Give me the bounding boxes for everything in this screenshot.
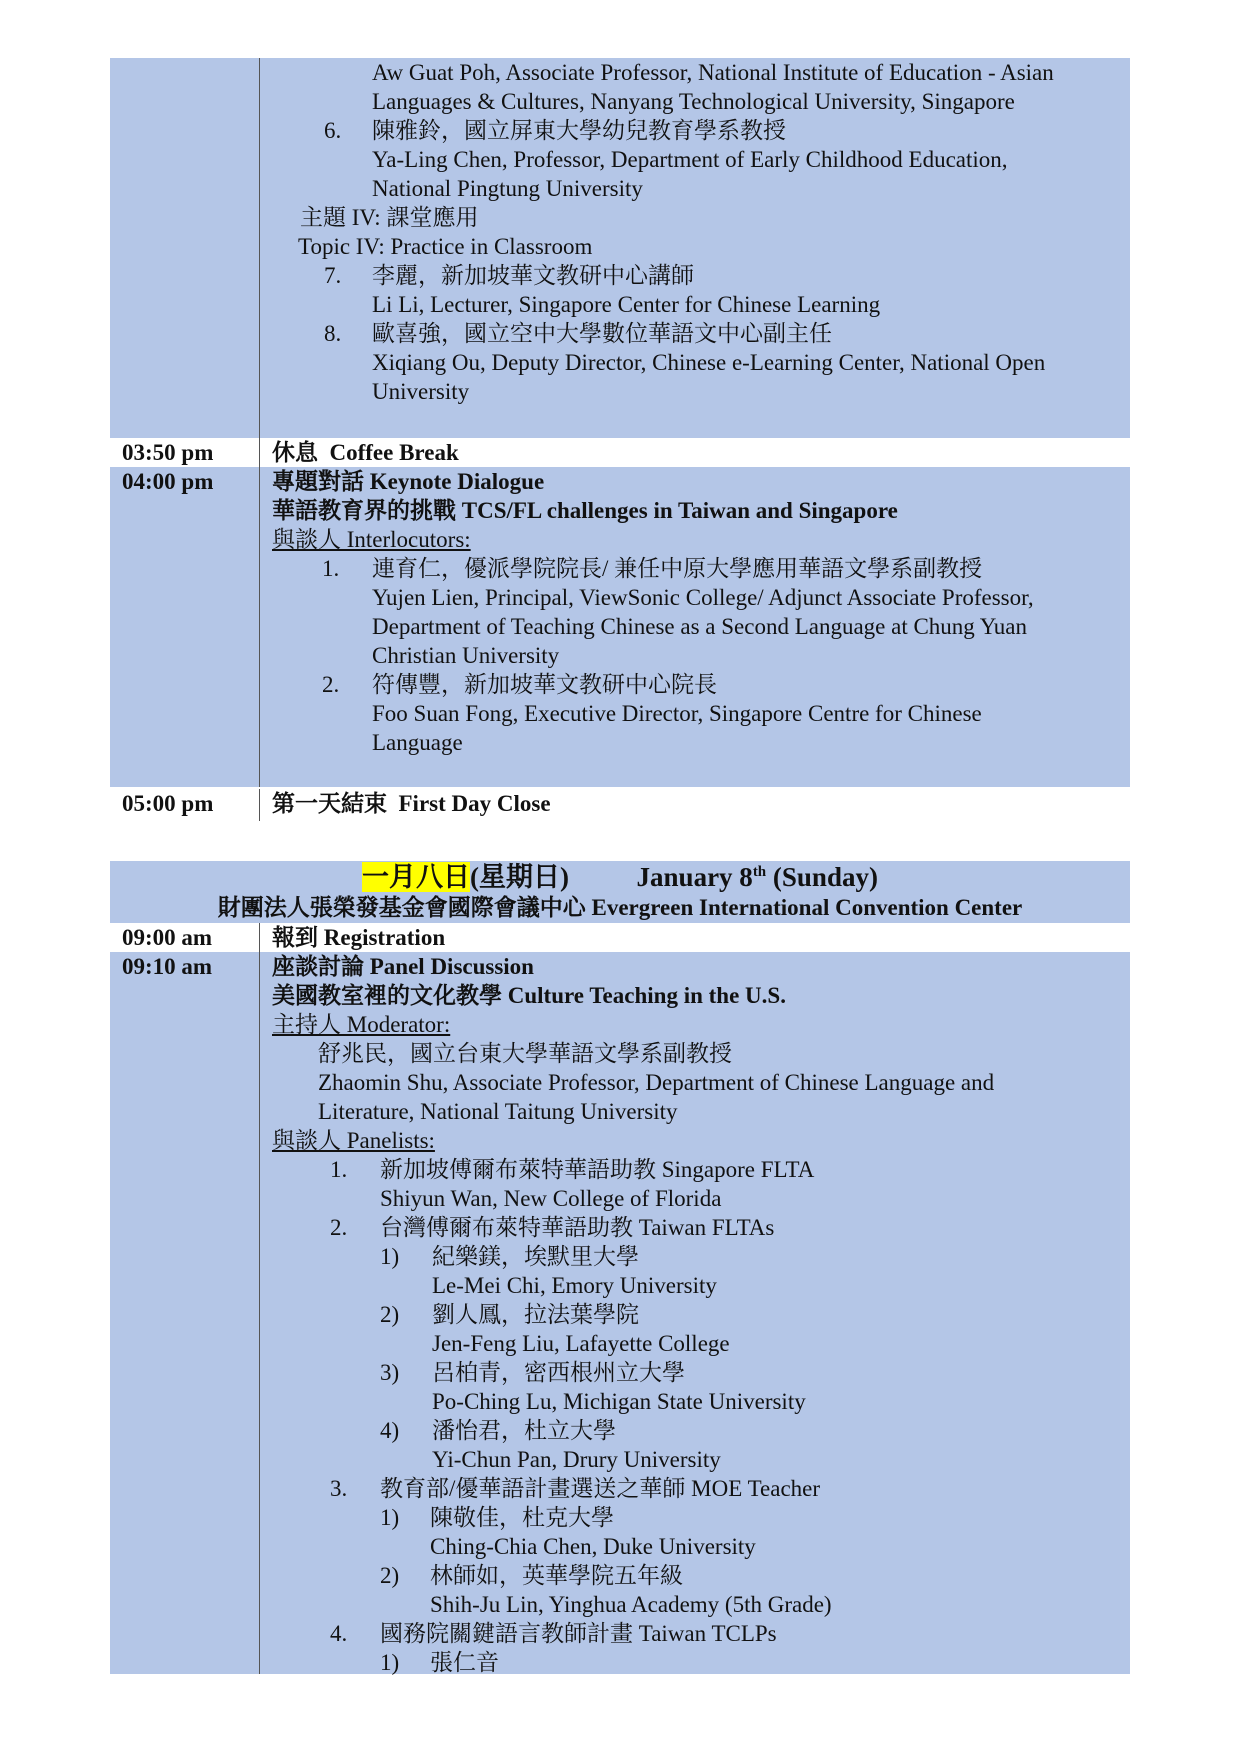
moderator-text [272,1039,1130,1126]
speaker-en: National Pingtung University [372,176,643,201]
coffee-break-row [110,438,1130,467]
session-body [260,952,1130,1674]
group-title: 台灣傅爾布萊特華語助教 Taiwan FLTAs [380,1215,775,1240]
panelist-zh: 張仁音 [430,1650,499,1675]
panelist-en: Ching-Chia Chen, Duke University [430,1534,756,1559]
panelist-group [272,1155,1130,1213]
topic-zh: 主題 IV: 課堂應用 [300,205,479,230]
panelist-en: Le-Mei Chi, Emory University [432,1273,717,1298]
panelist-en: Jen-Feng Liu, Lafayette College [432,1331,730,1356]
speaker-zh: 李麗，新加坡華文教研中心講師 [372,263,694,288]
time-cell-empty [110,58,260,438]
moderator-en: Literature, National Taitung University [318,1099,678,1124]
date-suffix: th [752,864,767,880]
day-date-zh: 一月八日 [362,862,471,892]
session-subtitle: 美國教室裡的文化教學 Culture Teaching in the U.S. [272,983,786,1008]
panelist-zh: 劉人鳳，拉法葉學院 [432,1302,639,1327]
speaker-text [372,261,1130,319]
moderator-en: Zhaomin Shu, Associate Professor, Department of Chinese Language and [318,1070,995,1095]
text-line: Languages & Cultures, Nanyang Technological University, Singapore [372,89,1015,114]
panelist-zh: 紀樂鎂，埃默里大學 [432,1244,639,1269]
panelist-en: Po-Ching Lu, Michigan State University [432,1389,806,1414]
sub-number: 4) [380,1418,400,1443]
registration-row [110,923,1130,952]
moderator-label: 主持人 Moderator: [272,1012,451,1037]
interlocutors-label: 與談人 Interlocutors: [272,527,471,552]
sub-item [380,1242,1130,1300]
item-number: 2. [330,1215,348,1240]
sub-item [380,1358,1130,1416]
speaker-en: Christian University [372,643,560,668]
item-number: 1. [330,1157,348,1182]
agenda-document [110,58,1130,1674]
panelist-zh: 潘怡君，杜立大學 [432,1418,616,1443]
day-date-en: January 8 [636,862,753,892]
item-number: 8. [324,321,342,346]
panelist-zh: 呂柏青，密西根州立大學 [432,1360,685,1385]
coffee-zh: 休息 [272,440,318,465]
speaker-text [372,116,1130,203]
moderator-zh: 舒兆民，國立台東大學華語文學系副教授 [318,1041,732,1066]
time-cell: 09:10 am [110,952,260,1674]
speaker-zh: 歐喜強，國立空中大學數位華語文中心副主任 [372,321,832,346]
group-title: 教育部/優華語計畫選送之華師 MOE Teacher [380,1476,821,1501]
speaker-item [272,319,1130,406]
close-en: First Day Close [398,791,551,816]
speaker-en: Ya-Ling Chen, Professor, Department of Early Childhood Education, [372,147,1008,172]
speaker-en: Foo Suan Fong, Executive Director, Singapore Centre for Chinese [372,701,982,726]
topic-en: Topic IV: Practice in Classroom [298,234,593,259]
venue: 財團法人張榮發基金會國際會議中心 Evergreen International Convention Center [217,895,1023,920]
panelist-en: Yi-Chun Pan, Drury University [432,1447,721,1472]
speaker-item [272,261,1130,319]
group-title: 國務院關鍵語言教師計畫 Taiwan TCLPs [380,1621,777,1646]
item-number: 3. [330,1476,348,1501]
session-body [260,58,1130,438]
panelist-group [272,1619,1130,1677]
session-body [260,467,1130,787]
text-line: Aw Guat Poh, Associate Professor, National Institute of Education - Asian [372,60,1054,85]
sub-number: 3) [380,1360,400,1385]
item-number: 1. [322,556,340,581]
day-header [110,861,1130,923]
day-weekday-en: (Sunday) [772,862,878,892]
speaker-text [372,319,1130,406]
speaker-en: Li Li, Lecturer, Singapore Center for Chinese Learning [372,292,881,317]
day-title [110,861,1130,893]
speaker-en: University [372,379,470,404]
sub-number: 1) [380,1244,400,1269]
panelists-label: 與談人 Panelists: [272,1128,435,1153]
sub-item [380,1416,1130,1474]
time-cell: 04:00 pm [110,467,260,787]
sub-number: 1) [380,1505,400,1530]
group-title: 新加坡傅爾布萊特華語助教 Singapore FLTA [380,1157,815,1182]
sub-item [380,1300,1130,1358]
speaker-en: Yujen Lien, Principal, ViewSonic College/ Adjunct Associate Professor, [372,585,1034,610]
speaker-item [272,116,1130,203]
registration-en: Registration [323,925,446,950]
panelist-name: Shiyun Wan, New College of Florida [380,1186,722,1211]
session-continuation [110,58,1130,438]
sub-number: 2) [380,1563,400,1588]
speaker-en: Department of Teaching Chinese as a Second Language at Chung Yuan [372,614,1027,639]
sub-number: 1) [380,1650,400,1675]
item-number: 2. [322,672,340,697]
speaker-item [272,554,1130,670]
speaker-en: Language [372,730,463,755]
time-cell: 03:50 pm [110,438,260,467]
spacer [110,821,1130,861]
speaker-en: Xiqiang Ou, Deputy Director, Chinese e-Learning Center, National Open [372,350,1046,375]
item-number: 4. [330,1621,348,1646]
sub-number: 2) [380,1302,400,1327]
speaker-item [272,670,1130,757]
session-subtitle: 華語教育界的挑戰 TCS/FL challenges in Taiwan and Singapore [272,498,898,523]
speaker-zh: 陳雅鈴，國立屏東大學幼兒教育學系教授 [372,118,786,143]
time-cell: 09:00 am [110,923,260,952]
panel-row [110,952,1130,1674]
speaker-text [372,554,1130,670]
session-title: 專題對話 Keynote Dialogue [272,469,545,494]
close-row [110,787,1130,821]
session-title: 座談討論 Panel Discussion [272,954,534,979]
registration-zh: 報到 [272,925,318,950]
item-number: 7. [324,263,342,288]
coffee-break-label [260,438,1130,467]
speaker-zh: 符傳豐，新加坡華文教研中心院長 [372,672,717,697]
item-number: 6. [324,118,342,143]
day-weekday-zh: (星期日) [470,862,570,892]
sub-item [380,1648,1130,1677]
panelist-group [272,1213,1130,1474]
panelist-zh: 林師如，英華學院五年級 [430,1563,683,1588]
speaker-zh: 連育仁，優派學院院長/ 兼任中原大學應用華語文學系副教授 [372,556,983,581]
close-zh: 第一天結束 [272,791,387,816]
close-label [260,789,1130,821]
time-cell: 05:00 pm [110,789,260,821]
panelist-group [272,1474,1130,1619]
sub-item [380,1503,1130,1561]
keynote-row [110,467,1130,787]
sub-item [380,1561,1130,1619]
panelist-en: Shih-Ju Lin, Yinghua Academy (5th Grade) [430,1592,832,1617]
coffee-en: Coffee Break [329,440,459,465]
registration-label [260,923,1130,952]
speaker-text [372,670,1130,757]
panelist-zh: 陳敬佳，杜克大學 [430,1505,614,1530]
